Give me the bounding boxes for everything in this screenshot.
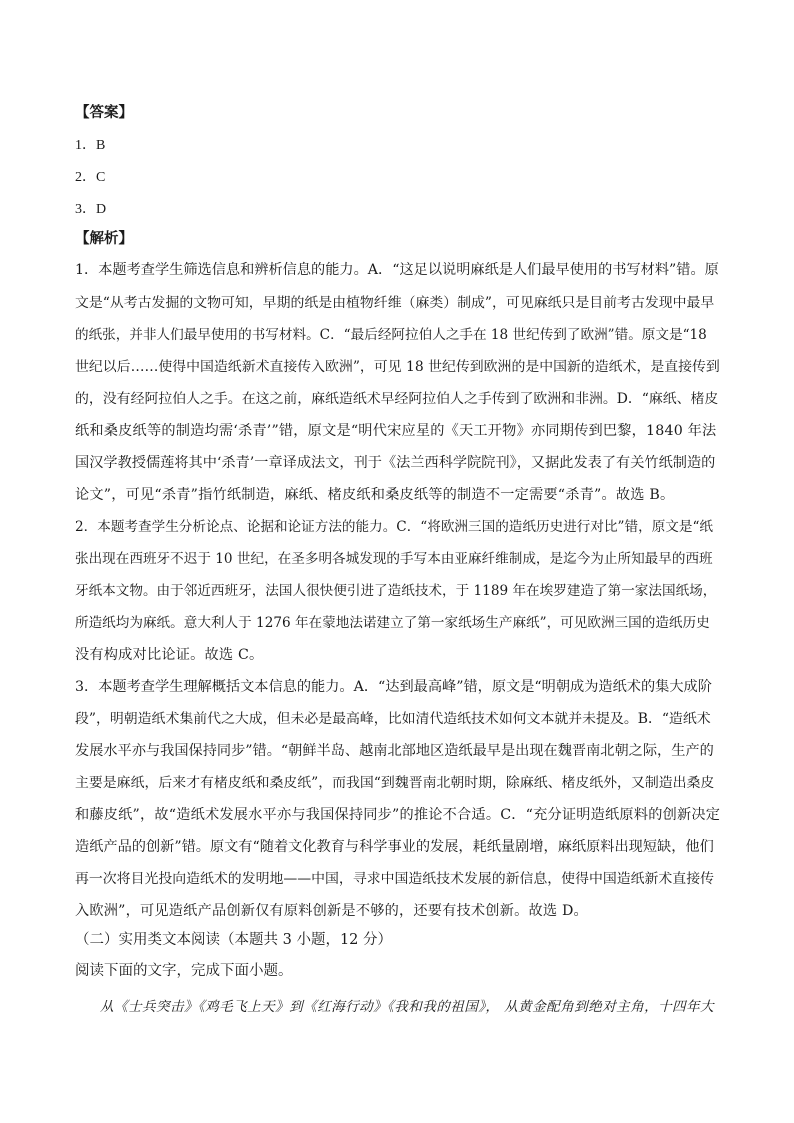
analysis-line: 3．本题考查学生理解概括文本信息的能力。A．“达到最高峰”错，原文是“明朝成为造纸术的集大成阶 bbox=[75, 679, 712, 695]
analysis-line: 张出现在西班牙不迟于 10 世纪，在圣多明各城发现的手写本由亚麻纤维制成，是迄今为止所知最早的西班 bbox=[75, 551, 713, 567]
analysis-line: 所造纸均为麻纸。意大利人于 1276 年在蒙地法诺建立了第一家纸场生产麻纸”，可见欧洲三国的造纸历史 bbox=[75, 615, 710, 631]
analysis-line: 2．本题考查学生分析论点、论据和论证方法的能力。C．“将欧洲三国的造纸历史进行对比”错，原文是“纸 bbox=[75, 519, 714, 535]
analysis-line: 和藤皮纸”，故“造纸术发展水平亦与我国保持同步”的推论不合适。C．“充分证明造纸原料的创新决定 bbox=[75, 807, 721, 823]
analysis-line: 的纸张，并非人们最早使用的书写材料。C．“最后经阿拉伯人之手在 18 世纪传到了欧洲”错。原文是“18 bbox=[75, 327, 707, 343]
analysis-line: 入欧洲”，可见造纸产品创新仅有原料创新是不够的，还要有技术创新。故选 D。 bbox=[75, 903, 588, 919]
answer-heading: 【答案】 bbox=[75, 104, 133, 121]
analysis-line: 没有构成对比论证。故选 C。 bbox=[75, 647, 264, 663]
passage-first-line: 从《士兵突击》《鸡毛飞上天》到《红海行动》《我和我的祖国》， 从黄金配角到绝对主角，十四年大 bbox=[100, 999, 715, 1015]
analysis-line: 国汉学教授儒莲将其中‘杀青’一章译成法文，刊于《法兰西科学院院刊》，又据此发表了有关竹纸制造的 bbox=[75, 455, 716, 471]
analysis-line: 的，没有经阿拉伯人之手。在这之前，麻纸造纸术早经阿拉伯人之手传到了欧洲和非洲。D．“麻纸、楮皮 bbox=[75, 391, 719, 407]
analysis-line: 发展水平亦与我国保持同步”错。“朝鲜半岛、越南北部地区造纸最早是出现在魏晋南北朝之际，生产的 bbox=[75, 743, 714, 759]
analysis-line: 论文”，可见“杀青”指竹纸制造，麻纸、楮皮纸和桑皮纸等的制造不一定需要“杀青”。故选 B。 bbox=[75, 487, 675, 503]
analysis-line: 世纪以后……使得中国造纸新术直接传入欧洲”，可见 18 世纪传到欧洲的是中国新的造纸术，是直接传到 bbox=[75, 359, 720, 375]
analysis-line: 段”，明朝造纸术集前代之大成，但未必是最高峰，比如清代造纸技术如何文本就并未提及。B．“造纸术 bbox=[75, 711, 711, 727]
answer-item: 3．D bbox=[75, 202, 107, 217]
analysis-line: 牙纸本文物。由于邻近西班牙，法国人很快便引进了造纸技术，于 1189 年在埃罗建造了第一家法国纸场， bbox=[75, 583, 717, 599]
answer-item: 2．C bbox=[75, 170, 106, 185]
analysis-line: 再一次将目光投向造纸术的发明地——中国，寻求中国造纸技术发展的新信息，使得中国造纸新术直接传 bbox=[75, 871, 714, 887]
reading-instruction: 阅读下面的文字，完成下面小题。 bbox=[75, 963, 293, 979]
answer-item: 1．B bbox=[75, 138, 106, 153]
analysis-line: 文是“从考古发掘的文物可知，早期的纸是由植物纤维（麻类）制成”，可见麻纸只是目前考古发现中最早 bbox=[75, 295, 715, 311]
section-heading: （二）实用类文本阅读（本题共 3 小题，12 分） bbox=[75, 932, 393, 948]
analysis-line: 造纸产品的创新”错。原文有“随着文化教育与科学事业的发展，耗纸量剧增，麻纸原料出现短缺，他们 bbox=[75, 839, 714, 855]
analysis-line: 1．本题考查学生筛选信息和辨析信息的能力。A．“这足以说明麻纸是人们最早使用的书写材料”错。原 bbox=[75, 262, 719, 278]
analysis-line: 纸和桑皮纸等的制造均需‘杀青’”错，原文是“明代宋应星的《天工开物》亦同期传到巴黎，1840 年法 bbox=[75, 423, 717, 439]
analysis-line: 主要是麻纸，后来才有楮皮纸和桑皮纸”，而我国“到魏晋南北朝时期，除麻纸、楮皮纸外，又制造出桑皮 bbox=[75, 775, 715, 791]
analysis-heading: 【解析】 bbox=[75, 230, 133, 247]
